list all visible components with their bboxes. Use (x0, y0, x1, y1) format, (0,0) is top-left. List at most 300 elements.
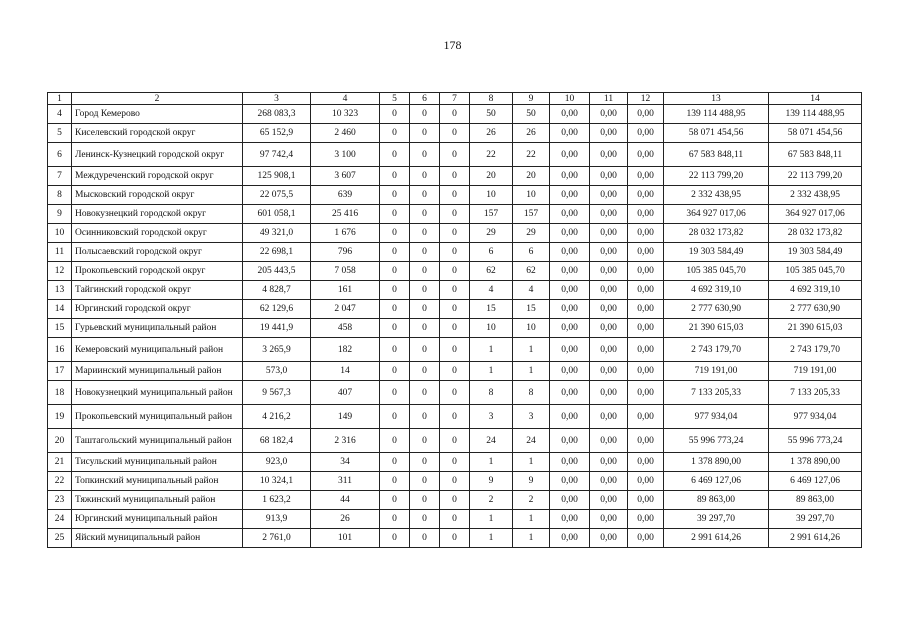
table-cell: 50 (470, 105, 513, 124)
table-cell: 0,00 (590, 262, 628, 281)
table-cell: 0,00 (628, 362, 664, 381)
table-cell: 7 133 205,33 (769, 381, 862, 405)
table-cell: 0,00 (628, 405, 664, 429)
table-cell: 14 (311, 362, 380, 381)
table-cell: 0 (380, 338, 410, 362)
table-cell: 913,9 (243, 510, 311, 529)
table-cell: 2 743 179,70 (769, 338, 862, 362)
table-cell: 0 (440, 105, 470, 124)
table-row (48, 224, 862, 243)
table-cell: 458 (311, 319, 380, 338)
table-cell: 34 (311, 453, 380, 472)
table-cell: 0 (440, 262, 470, 281)
table-cell: 22 113 799,20 (664, 167, 769, 186)
column-header: 12 (628, 93, 664, 105)
municipality-name-cell: Таштагольский муниципальный район (72, 429, 243, 453)
table-cell: 20 (513, 167, 550, 186)
table-cell: 2 (513, 491, 550, 510)
table-cell: 0 (380, 319, 410, 338)
table-cell: 0,00 (590, 429, 628, 453)
table-cell: 29 (470, 224, 513, 243)
table-cell: 28 032 173,82 (664, 224, 769, 243)
table-cell: 0 (440, 472, 470, 491)
table-cell: 0 (440, 405, 470, 429)
municipality-name-cell: Ленинск-Кузнецкий городской округ (72, 143, 243, 167)
table-cell: 0 (410, 405, 440, 429)
table-cell: 10 324,1 (243, 472, 311, 491)
table-cell: 22 075,5 (243, 186, 311, 205)
table-cell: 0,00 (550, 338, 590, 362)
table-cell: 0,00 (550, 243, 590, 262)
table-cell: 3 (470, 405, 513, 429)
table-cell: 9 (513, 472, 550, 491)
table-cell: 6 (513, 243, 550, 262)
municipality-name-cell: Киселевский городской округ (72, 124, 243, 143)
table-cell: 0,00 (590, 105, 628, 124)
table-cell: 3 607 (311, 167, 380, 186)
municipality-name-cell: Тяжинский муниципальный район (72, 491, 243, 510)
table-cell: 0,00 (628, 105, 664, 124)
table-cell: 0 (440, 224, 470, 243)
table-cell: 29 (513, 224, 550, 243)
table-cell: 0 (410, 262, 440, 281)
table-cell: 28 032 173,82 (769, 224, 862, 243)
municipality-name-cell: Мысковский городской округ (72, 186, 243, 205)
table-cell: 13 (48, 281, 72, 300)
table-cell: 17 (48, 362, 72, 381)
table-cell: 39 297,70 (664, 510, 769, 529)
table-cell: 149 (311, 405, 380, 429)
table-cell: 6 (48, 143, 72, 167)
table-cell: 16 (48, 338, 72, 362)
column-header: 4 (311, 93, 380, 105)
table-cell: 62 (470, 262, 513, 281)
table-cell: 125 908,1 (243, 167, 311, 186)
table-cell: 0,00 (550, 491, 590, 510)
table-cell: 0 (410, 529, 440, 548)
table-row (48, 186, 862, 205)
municipality-name-cell: Юргинский городской округ (72, 300, 243, 319)
table-cell: 0,00 (590, 281, 628, 300)
table-row (48, 205, 862, 224)
table-cell: 0 (410, 338, 440, 362)
municipality-name-cell: Топкинский муниципальный район (72, 472, 243, 491)
column-header: 10 (550, 93, 590, 105)
header-row (48, 93, 862, 105)
table-row (48, 362, 862, 381)
table-cell: 11 (48, 243, 72, 262)
table-cell: 0 (440, 319, 470, 338)
table-cell: 0,00 (550, 319, 590, 338)
table-cell: 20 (48, 429, 72, 453)
table-cell: 0 (410, 510, 440, 529)
table-cell: 0 (380, 262, 410, 281)
table-cell: 0,00 (550, 224, 590, 243)
table-cell: 0 (410, 205, 440, 224)
table-cell: 0 (380, 205, 410, 224)
municipality-name-cell: Тисульский муниципальный район (72, 453, 243, 472)
column-header: 7 (440, 93, 470, 105)
table-cell: 22 (48, 472, 72, 491)
table-cell: 1 (513, 510, 550, 529)
table-cell: 55 996 773,24 (664, 429, 769, 453)
table-cell: 139 114 488,95 (664, 105, 769, 124)
table-cell: 26 (513, 124, 550, 143)
table-cell: 3 (513, 405, 550, 429)
table-cell: 182 (311, 338, 380, 362)
table-cell: 4 692 319,10 (769, 281, 862, 300)
table-cell: 0,00 (590, 453, 628, 472)
table-cell: 4 (513, 281, 550, 300)
table-row (48, 167, 862, 186)
table-cell: 2 761,0 (243, 529, 311, 548)
table-cell: 21 (48, 453, 72, 472)
table-cell: 0 (410, 381, 440, 405)
table-cell: 0 (380, 362, 410, 381)
table-cell: 89 863,00 (769, 491, 862, 510)
table-cell: 26 (470, 124, 513, 143)
table-cell: 1 (513, 338, 550, 362)
table-cell: 0 (440, 281, 470, 300)
table-cell: 2 777 630,90 (664, 300, 769, 319)
table-cell: 12 (48, 262, 72, 281)
table-cell: 0 (440, 510, 470, 529)
table-row (48, 338, 862, 362)
municipality-name-cell: Новокузнецкий городской округ (72, 205, 243, 224)
table-cell: 9 (470, 472, 513, 491)
table-cell: 0 (410, 472, 440, 491)
table-cell: 0,00 (550, 262, 590, 281)
table-cell: 0,00 (590, 472, 628, 491)
municipality-name-cell: Новокузнецкий муниципальный район (72, 381, 243, 405)
table-cell: 3 100 (311, 143, 380, 167)
table-cell: 364 927 017,06 (664, 205, 769, 224)
table-cell: 0,00 (628, 338, 664, 362)
table-cell: 0 (380, 300, 410, 319)
table-cell: 139 114 488,95 (769, 105, 862, 124)
table-cell: 0 (380, 105, 410, 124)
table-cell: 0 (380, 186, 410, 205)
table-cell: 0,00 (590, 205, 628, 224)
table-cell: 0,00 (550, 510, 590, 529)
table-cell: 5 (48, 124, 72, 143)
table-cell: 0 (410, 167, 440, 186)
table-row (48, 472, 862, 491)
table-cell: 0,00 (550, 281, 590, 300)
table-cell: 15 (48, 319, 72, 338)
table-cell: 0 (410, 319, 440, 338)
table-cell: 4 692 319,10 (664, 281, 769, 300)
table-cell: 15 (470, 300, 513, 319)
table-cell: 0,00 (550, 453, 590, 472)
table-cell: 22 (470, 143, 513, 167)
table-cell: 157 (513, 205, 550, 224)
table-cell: 24 (470, 429, 513, 453)
table-cell: 0 (380, 281, 410, 300)
table-row (48, 281, 862, 300)
table-cell: 2 777 630,90 (769, 300, 862, 319)
table-row (48, 262, 862, 281)
table-cell: 23 (48, 491, 72, 510)
table-cell: 10 323 (311, 105, 380, 124)
column-header: 5 (380, 93, 410, 105)
municipality-name-cell: Гурьевский муниципальный район (72, 319, 243, 338)
table-cell: 573,0 (243, 362, 311, 381)
table-cell: 2 (470, 491, 513, 510)
table-cell: 0,00 (590, 491, 628, 510)
table-cell: 8 (513, 381, 550, 405)
table-cell: 0 (380, 491, 410, 510)
table-cell: 0,00 (628, 429, 664, 453)
table-cell: 2 991 614,26 (769, 529, 862, 548)
table-cell: 1 (470, 529, 513, 548)
table-row (48, 105, 862, 124)
table-cell: 1 378 890,00 (664, 453, 769, 472)
table-cell: 44 (311, 491, 380, 510)
table-cell: 22 698,1 (243, 243, 311, 262)
table-cell: 20 (470, 167, 513, 186)
table-cell: 1 (470, 510, 513, 529)
table-cell: 719 191,00 (769, 362, 862, 381)
table-cell: 18 (48, 381, 72, 405)
table-cell: 22 (513, 143, 550, 167)
table-cell: 0,00 (590, 224, 628, 243)
table-cell: 0,00 (550, 186, 590, 205)
table-cell: 4 (48, 105, 72, 124)
table-cell: 0 (410, 186, 440, 205)
table-cell: 0 (440, 381, 470, 405)
table-cell: 0,00 (628, 243, 664, 262)
table-cell: 0 (410, 281, 440, 300)
table-cell: 19 303 584,49 (769, 243, 862, 262)
table-row (48, 319, 862, 338)
table-cell: 0,00 (550, 300, 590, 319)
table-cell: 65 152,9 (243, 124, 311, 143)
table-cell: 0 (410, 362, 440, 381)
table-row (48, 529, 862, 548)
table-cell: 62 (513, 262, 550, 281)
table-cell: 2 332 438,95 (664, 186, 769, 205)
table-cell: 0 (380, 243, 410, 262)
table-cell: 601 058,1 (243, 205, 311, 224)
table-cell: 0,00 (590, 405, 628, 429)
table-cell: 0,00 (590, 338, 628, 362)
table-cell: 0 (440, 529, 470, 548)
table-cell: 101 (311, 529, 380, 548)
table-cell: 0,00 (590, 143, 628, 167)
table-cell: 0 (380, 429, 410, 453)
table-cell: 1 (513, 362, 550, 381)
table-cell: 0 (380, 472, 410, 491)
table-cell: 0,00 (550, 381, 590, 405)
table-cell: 0 (410, 143, 440, 167)
table-cell: 0 (440, 429, 470, 453)
table-cell: 2 743 179,70 (664, 338, 769, 362)
table-cell: 0,00 (590, 186, 628, 205)
table-cell: 0 (440, 167, 470, 186)
table-cell: 0,00 (590, 124, 628, 143)
table-cell: 21 390 615,03 (769, 319, 862, 338)
table-cell: 0,00 (550, 105, 590, 124)
table-row (48, 243, 862, 262)
table-cell: 0,00 (628, 167, 664, 186)
table-cell: 0 (410, 300, 440, 319)
table-cell: 0,00 (550, 362, 590, 381)
column-header: 11 (590, 93, 628, 105)
table-cell: 9 567,3 (243, 381, 311, 405)
table-row (48, 124, 862, 143)
data-table (47, 92, 862, 548)
table-cell: 24 (48, 510, 72, 529)
municipality-name-cell: Прокопьевский муниципальный район (72, 405, 243, 429)
table-cell: 0,00 (628, 472, 664, 491)
column-header: 6 (410, 93, 440, 105)
table-cell: 4 828,7 (243, 281, 311, 300)
table-cell: 0 (410, 243, 440, 262)
table-cell: 0 (440, 205, 470, 224)
table-cell: 0 (380, 167, 410, 186)
table-cell: 4 216,2 (243, 405, 311, 429)
table-cell: 0,00 (590, 510, 628, 529)
page-number: 178 (443, 38, 462, 52)
table-cell: 0,00 (628, 143, 664, 167)
table-cell: 0,00 (628, 529, 664, 548)
table-cell: 2 047 (311, 300, 380, 319)
table-cell: 1 (470, 338, 513, 362)
table-cell: 3 265,9 (243, 338, 311, 362)
table-cell: 105 385 045,70 (769, 262, 862, 281)
table-cell: 2 316 (311, 429, 380, 453)
table-cell: 67 583 848,11 (664, 143, 769, 167)
table-cell: 923,0 (243, 453, 311, 472)
table-cell: 0 (440, 362, 470, 381)
table-cell: 0,00 (628, 319, 664, 338)
table-cell: 1 (470, 362, 513, 381)
table-row (48, 381, 862, 405)
table-cell: 0,00 (550, 405, 590, 429)
table-cell: 0 (410, 429, 440, 453)
table-cell: 268 083,3 (243, 105, 311, 124)
table-cell: 21 390 615,03 (664, 319, 769, 338)
table-cell: 0 (380, 405, 410, 429)
table-cell: 0 (410, 453, 440, 472)
municipality-name-cell: Кемеровский муниципальный район (72, 338, 243, 362)
table-cell: 10 (513, 186, 550, 205)
table-cell: 0,00 (550, 143, 590, 167)
table-cell: 25 416 (311, 205, 380, 224)
table-cell: 1 623,2 (243, 491, 311, 510)
table-cell: 639 (311, 186, 380, 205)
table-cell: 0,00 (590, 243, 628, 262)
table-cell: 0,00 (590, 167, 628, 186)
column-header: 1 (48, 93, 72, 105)
table-cell: 4 (470, 281, 513, 300)
table-cell: 0,00 (628, 510, 664, 529)
table-cell: 407 (311, 381, 380, 405)
table-cell: 719 191,00 (664, 362, 769, 381)
table-cell: 0,00 (628, 124, 664, 143)
table-cell: 8 (470, 381, 513, 405)
column-header: 2 (72, 93, 243, 105)
table-cell: 796 (311, 243, 380, 262)
table-cell: 0 (380, 510, 410, 529)
column-header: 3 (243, 93, 311, 105)
municipality-name-cell: Осинниковский городской округ (72, 224, 243, 243)
municipality-name-cell: Город Кемерово (72, 105, 243, 124)
table-cell: 14 (48, 300, 72, 319)
table-cell: 49 321,0 (243, 224, 311, 243)
table-cell: 0,00 (628, 262, 664, 281)
table-cell: 0 (380, 143, 410, 167)
table-cell: 2 332 438,95 (769, 186, 862, 205)
table-cell: 25 (48, 529, 72, 548)
table-cell: 0,00 (628, 453, 664, 472)
municipality-name-cell: Юргинский муниципальный район (72, 510, 243, 529)
column-header: 8 (470, 93, 513, 105)
municipality-name-cell: Тайгинский городской округ (72, 281, 243, 300)
table-cell: 0 (440, 300, 470, 319)
table-cell: 1 378 890,00 (769, 453, 862, 472)
table-cell: 0,00 (628, 186, 664, 205)
table-cell: 7 (48, 167, 72, 186)
table-cell: 0,00 (628, 381, 664, 405)
table-cell: 58 071 454,56 (664, 124, 769, 143)
table-cell: 22 113 799,20 (769, 167, 862, 186)
municipality-name-cell: Прокопьевский городской округ (72, 262, 243, 281)
table-cell: 0 (440, 186, 470, 205)
table-cell: 1 (470, 453, 513, 472)
table-cell: 0,00 (628, 281, 664, 300)
table-cell: 26 (311, 510, 380, 529)
table-cell: 50 (513, 105, 550, 124)
table-cell: 0 (380, 529, 410, 548)
table-cell: 6 (470, 243, 513, 262)
table-cell: 1 (513, 453, 550, 472)
table-cell: 205 443,5 (243, 262, 311, 281)
column-header: 14 (769, 93, 862, 105)
table-cell: 0 (380, 381, 410, 405)
table-cell: 2 460 (311, 124, 380, 143)
table-cell: 0,00 (628, 224, 664, 243)
table-cell: 6 469 127,06 (664, 472, 769, 491)
municipality-name-cell: Полысаевский городской округ (72, 243, 243, 262)
table-cell: 7 133 205,33 (664, 381, 769, 405)
table-cell: 0 (440, 124, 470, 143)
table-row (48, 491, 862, 510)
municipality-name-cell: Яйский муниципальный район (72, 529, 243, 548)
table-cell: 15 (513, 300, 550, 319)
table-cell: 62 129,6 (243, 300, 311, 319)
column-header: 13 (664, 93, 769, 105)
table-cell: 0,00 (590, 362, 628, 381)
table-cell: 67 583 848,11 (769, 143, 862, 167)
table-row (48, 453, 862, 472)
table-body (48, 93, 862, 548)
table-cell: 10 (513, 319, 550, 338)
table-cell: 19 (48, 405, 72, 429)
table-cell: 68 182,4 (243, 429, 311, 453)
table-cell: 0,00 (590, 381, 628, 405)
table-cell: 0,00 (550, 167, 590, 186)
table-cell: 977 934,04 (769, 405, 862, 429)
table-cell: 0,00 (628, 491, 664, 510)
table-cell: 0,00 (628, 300, 664, 319)
table-cell: 55 996 773,24 (769, 429, 862, 453)
table-cell: 0 (410, 491, 440, 510)
table-cell: 0 (380, 224, 410, 243)
table-cell: 157 (470, 205, 513, 224)
table-cell: 0,00 (550, 529, 590, 548)
